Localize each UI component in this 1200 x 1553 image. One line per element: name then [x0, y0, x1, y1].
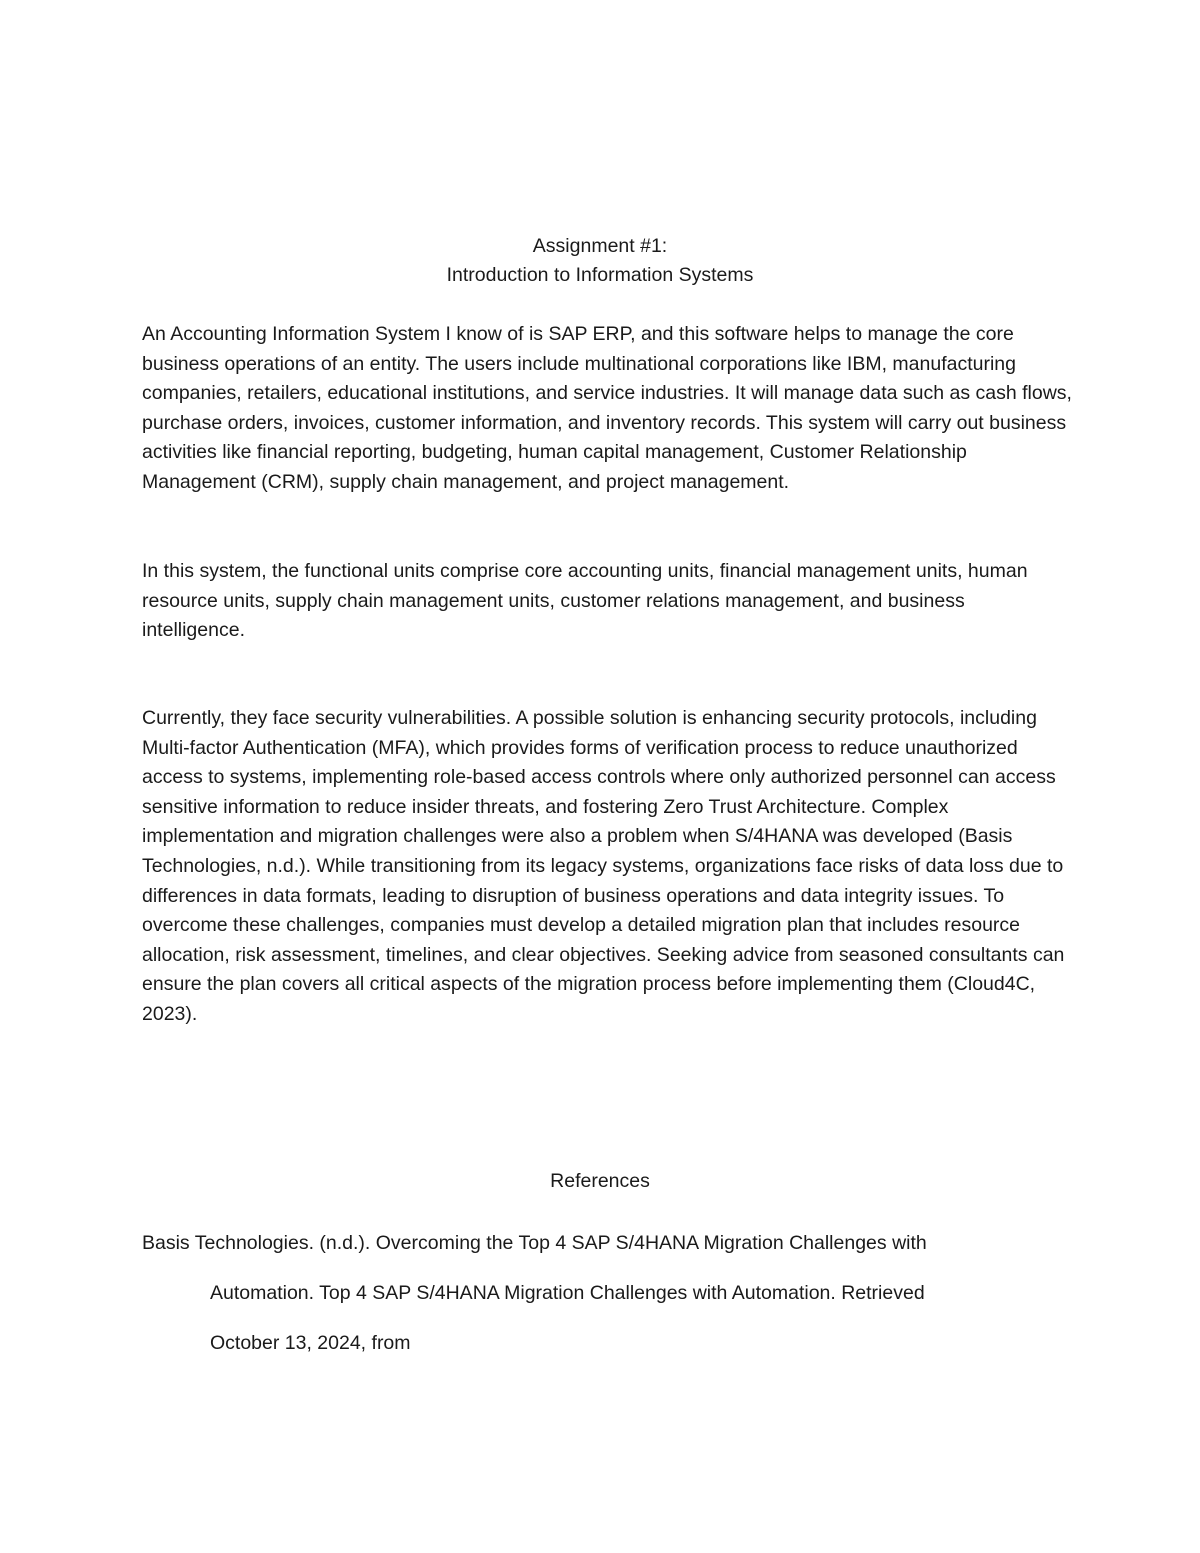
body-paragraph-challenges: Currently, they face security vulnerabilities. A possible solution is enhancing security protocols, including Multi-factor Authentication (MFA), which provides forms of verification process to reduce unauthorized access to systems, implementing role-based access controls where only authorized personnel can access sensitive information to reduce insider threats, and fostering Zero Trust Architecture. Complex implementation and migration challenges were also a problem when S/4HANA was developed (Basis Technologies, n.d.). While transitioning from its legacy systems, organizations face risks of data loss due to differences in data formats, leading to disruption of business operations and data integrity issues. To overcome these challenges, companies must develop a detailed migration plan that includes resource allocation, risk assessment, timelines, and clear objectives. Seeking advice from seasoned consultants can ensure the plan covers all critical aspects of the migration process before implementing them (Cloud4C, 2023).	[142, 707, 1065, 1025]
assignment-number: Assignment #1:	[532, 235, 668, 257]
body-paragraph-intro: An Accounting Information System I know of is SAP ERP, and this software helps to manage the core business operations of an entity. The users include multinational corporations like IBM, manufacturing companies, retailers, educational institutions, and service industries. It will manage data such as cash flows, purchase orders, invoices, customer information, and inventory records. This system will carry out business activities like financial reporting, budgeting, human capital management, Customer Relationship Management (CRM), supply chain management, and project management.	[142, 323, 1072, 493]
reference-line-indented: Automation. Top 4 SAP S/4HANA Migration Challenges with Automation. Retrieved	[210, 1282, 925, 1304]
references-heading: References	[550, 1170, 650, 1192]
reference-line-indented: October 13, 2024, from	[210, 1332, 411, 1354]
document-title	[0, 232, 1200, 290]
body-paragraph-functional-units: In this system, the functional units comprise core accounting units, financial management units, human resource units, supply chain management units, customer relations management, and business intelligence.	[142, 560, 1028, 642]
reference-line: Basis Technologies. (n.d.). Overcoming the Top 4 SAP S/4HANA Migration Challenges with	[142, 1232, 927, 1254]
reference-entry	[142, 1218, 1042, 1368]
assignment-subtitle: Introduction to Information Systems	[446, 264, 754, 286]
